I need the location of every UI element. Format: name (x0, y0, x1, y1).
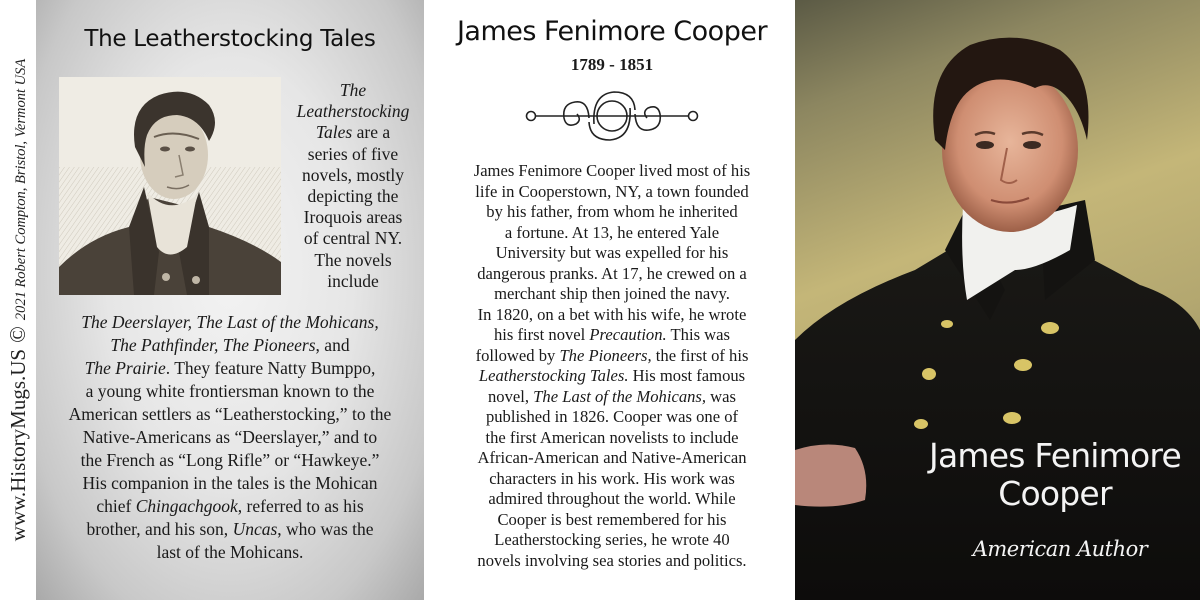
tales-description: The Deerslayer, The Last of the Mohicans, The Pathfinder, The Pioneers, and The Prairie. They feature Natty Bumppo, a young white frontiersman known to the American settlers as “Leatherstocking,” to the Native-Americans as “Deerslayer,” and to the French as “Long Rifle” or “Hawkeye.” His companion in the tales is the Mohican chief Chingachgook, referred to as his brother, and his son, Uncas, who was the last of the Mohicans. (68, 312, 392, 562)
subject-name: James Fenimore Cooper (456, 16, 768, 47)
copyright-credit: 2021 Robert Compton, Bristol, Vermont USA (13, 58, 29, 321)
panel-title: The Leatherstocking Tales (84, 26, 376, 52)
portrait-caption-name: James Fenimore Cooper (929, 436, 1181, 513)
portrait-caption-role: American Author (972, 537, 1148, 561)
biography-panel (434, 0, 790, 600)
biography-text: James Fenimore Cooper lived most of his life in Cooperstown, NY, a town founded by his father, from whom he inherited a fortune. At 13, he entered Yale University but was expelled for his dangerous pranks. At 17, he crewed on a merchant ship then joined the navy. In 1820, on a bet with his wife, he wrote his first novel Precaution. This was followed by The Pioneers, the first of his Leatherstocking Tales. His most famous novel, The Last of the Mohicans, was published in 1826. Cooper was one of the first American novelists to include African-American and Native-American characters in his work. His work was admired throughout the world. While Cooper is best remembered for his Leatherstocking series, he wrote 40 novels involving sea stories and politics. (473, 161, 751, 570)
intro-text: The Leatherstocking Tales are a series of five novels, mostly depicting the Iroquois areas of central NY. The novels include (296, 80, 410, 291)
copyright-icon: © (5, 326, 30, 343)
portrait-panel (795, 0, 1200, 600)
credit-strip (0, 0, 36, 600)
credit-text (5, 59, 31, 541)
scroll-flourish-icon (522, 84, 702, 144)
leatherstocking-panel (36, 0, 424, 600)
website-link[interactable]: www.HistoryMugs.US (6, 348, 30, 542)
engraving-portrait-image (59, 77, 281, 295)
life-dates: 1789 - 1851 (570, 55, 654, 74)
